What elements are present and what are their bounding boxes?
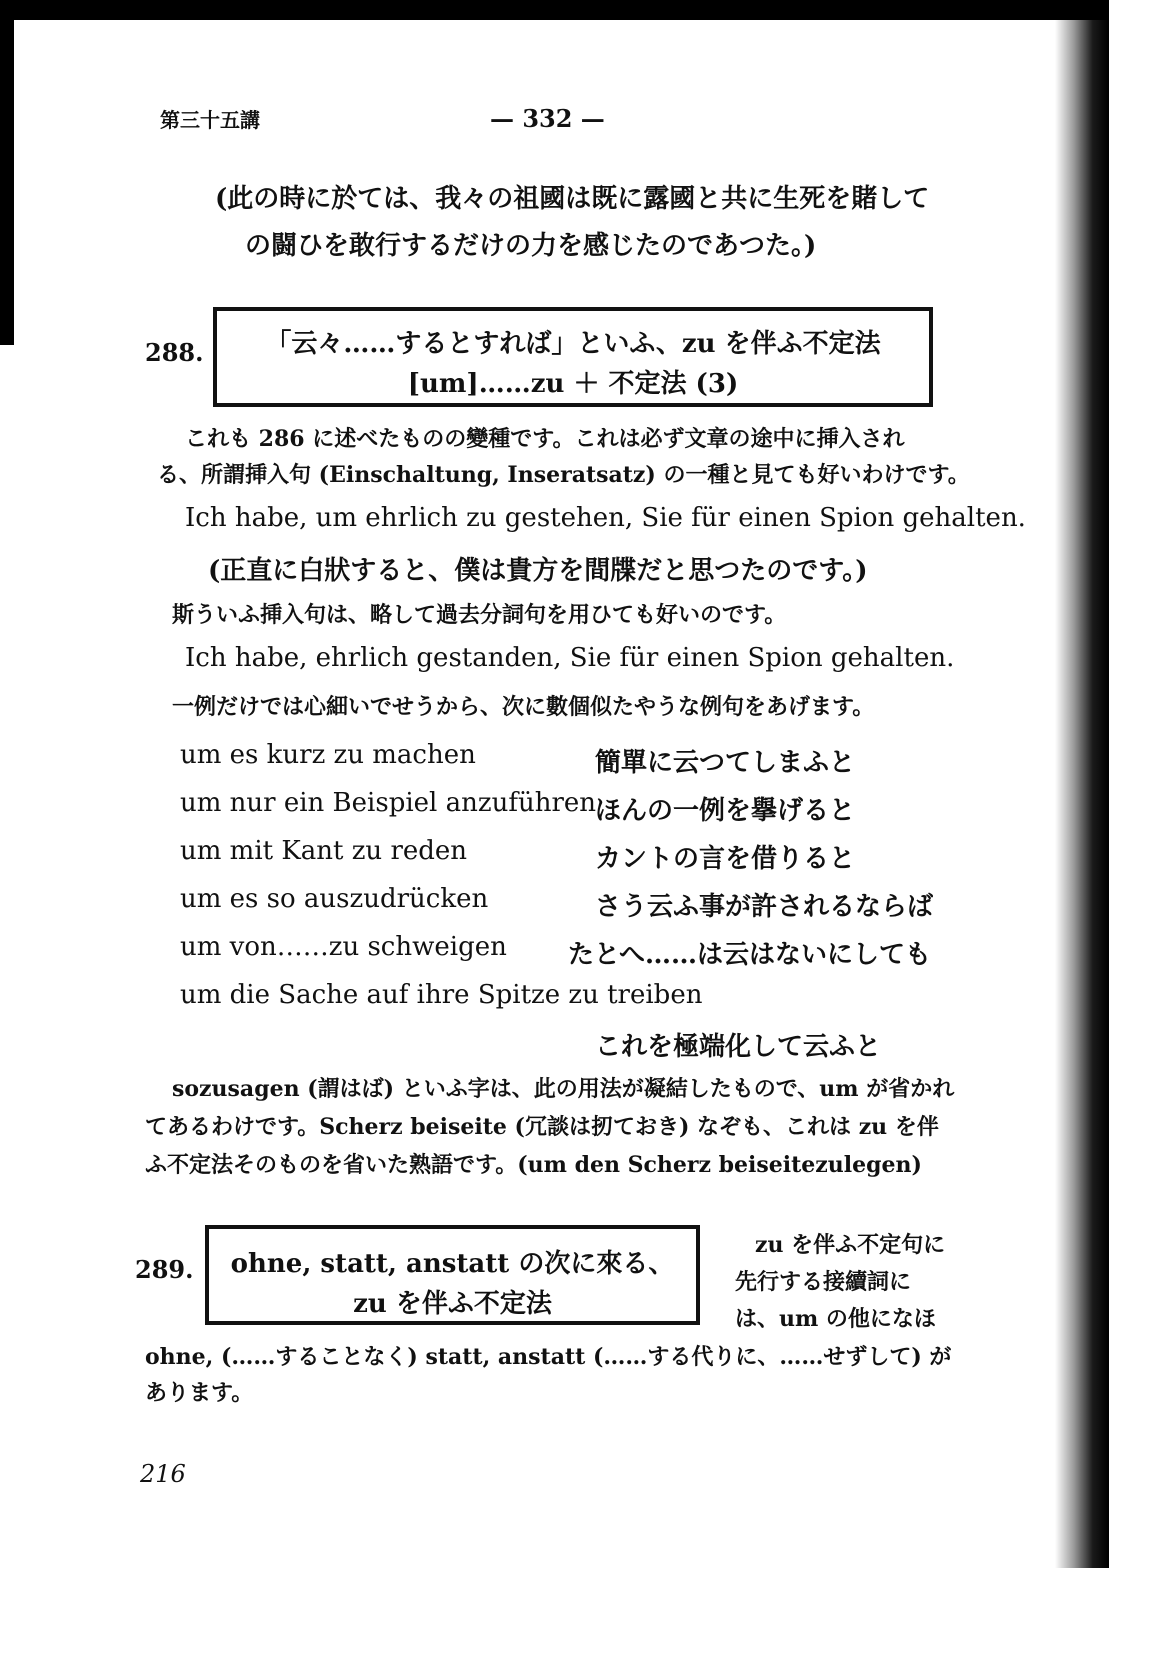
section-289-title-box: [205, 1225, 700, 1325]
example-phrase-japanese: これを極端化して云ふと: [595, 1032, 882, 1062]
example-sentence: Ich habe, um ehrlich zu gestehen, Sie für einen Spion gehalten.: [185, 503, 1026, 533]
section-288-title-line-1: 「云々……するとすれば」といふ、zu を伴ふ不定法: [265, 329, 881, 359]
paragraph-line: これも 286 に述べたものの變種です。これは必ず文章の途中に挿入され: [185, 426, 905, 452]
example-phrase-japanese: たとへ……は云はないにしても: [568, 940, 931, 970]
paragraph-line: sozusagen (謂はば) といふ字は、此の用法が凝結したもので、um が省かれ: [172, 1076, 955, 1102]
example-sentence: Ich habe, ehrlich gestanden, Sie für einen Spion gehalten.: [185, 643, 955, 673]
section-289-title-line-1: ohne, statt, anstatt の次に來る、: [230, 1249, 675, 1279]
scan-border-top: [0, 0, 1109, 20]
note-line: 斯ういふ挿入句は、略して過去分詞句を用ひても好いのです。: [172, 602, 787, 628]
paragraph-line: ohne, (……することなく) statt, anstatt (……する代りに、……せずして) が: [145, 1344, 952, 1370]
example-phrase-german: um es kurz zu machen: [180, 740, 476, 770]
scan-border-left: [0, 0, 14, 345]
example-phrase-german: um die Sache auf ihre Spitze zu treiben: [180, 980, 703, 1010]
paragraph-line: ふ不定法そのものを省いた熟語です。(um den Scherz beiseitezulegen): [145, 1152, 922, 1178]
example-phrase-german: um von……zu schweigen: [180, 932, 507, 962]
section-288-title-box: [213, 307, 933, 407]
paragraph-line: あります。: [145, 1380, 254, 1406]
intro-line-1: (此の時に於ては、我々の祖國は既に露國と共に生死を賭して: [215, 184, 930, 214]
example-phrase-japanese: ほんの一例を擧げると: [595, 796, 856, 826]
example-phrase-german: um mit Kant zu reden: [180, 836, 468, 866]
side-text-line: は、um の他になほ: [735, 1306, 936, 1332]
paragraph-line: てあるわけです。Scherz beiseite (冗談は扨ておき) なぞも、これは zu を伴: [145, 1114, 939, 1140]
side-text-line: zu を伴ふ不定句に: [755, 1232, 946, 1258]
example-phrase-german: um nur ein Beispiel anzuführen: [180, 788, 596, 818]
section-289-title-line-2: zu を伴ふ不定法: [353, 1289, 552, 1319]
example-phrase-japanese: さう云ふ事が許されるならば: [595, 892, 934, 922]
example-translation: (正直に白狀すると、僕は貴方を間牒だと思つたのです。): [208, 556, 868, 586]
example-phrase-japanese: 簡單に云つてしまふと: [595, 748, 856, 778]
section-288-title-line-2: [um]……zu ＋ 不定法 (3): [407, 369, 739, 399]
note-line: 一例だけでは心細いでせうから、次に數個似たやうな例句をあげます。: [172, 694, 875, 720]
scan-page-edge: [1055, 20, 1109, 1568]
section-number-288: 288.: [145, 338, 204, 367]
running-header-section: 第三十五講: [160, 108, 260, 132]
page-number: — 332 —: [490, 104, 605, 133]
paragraph-line: る、所謂挿入句 (Einschaltung, Inseratsatz) の一種と見ても好いわけです。: [157, 462, 970, 488]
example-phrase-japanese: カントの言を借りると: [595, 844, 856, 874]
example-phrase-german: um es so auszudrücken: [180, 884, 489, 914]
folio-number: 216: [140, 1460, 186, 1488]
side-text-line: 先行する接續詞に: [735, 1269, 912, 1295]
section-number-289: 289.: [135, 1255, 194, 1284]
intro-line-2: の闘ひを敢行するだけの力を感じたのであつた。): [245, 231, 817, 261]
